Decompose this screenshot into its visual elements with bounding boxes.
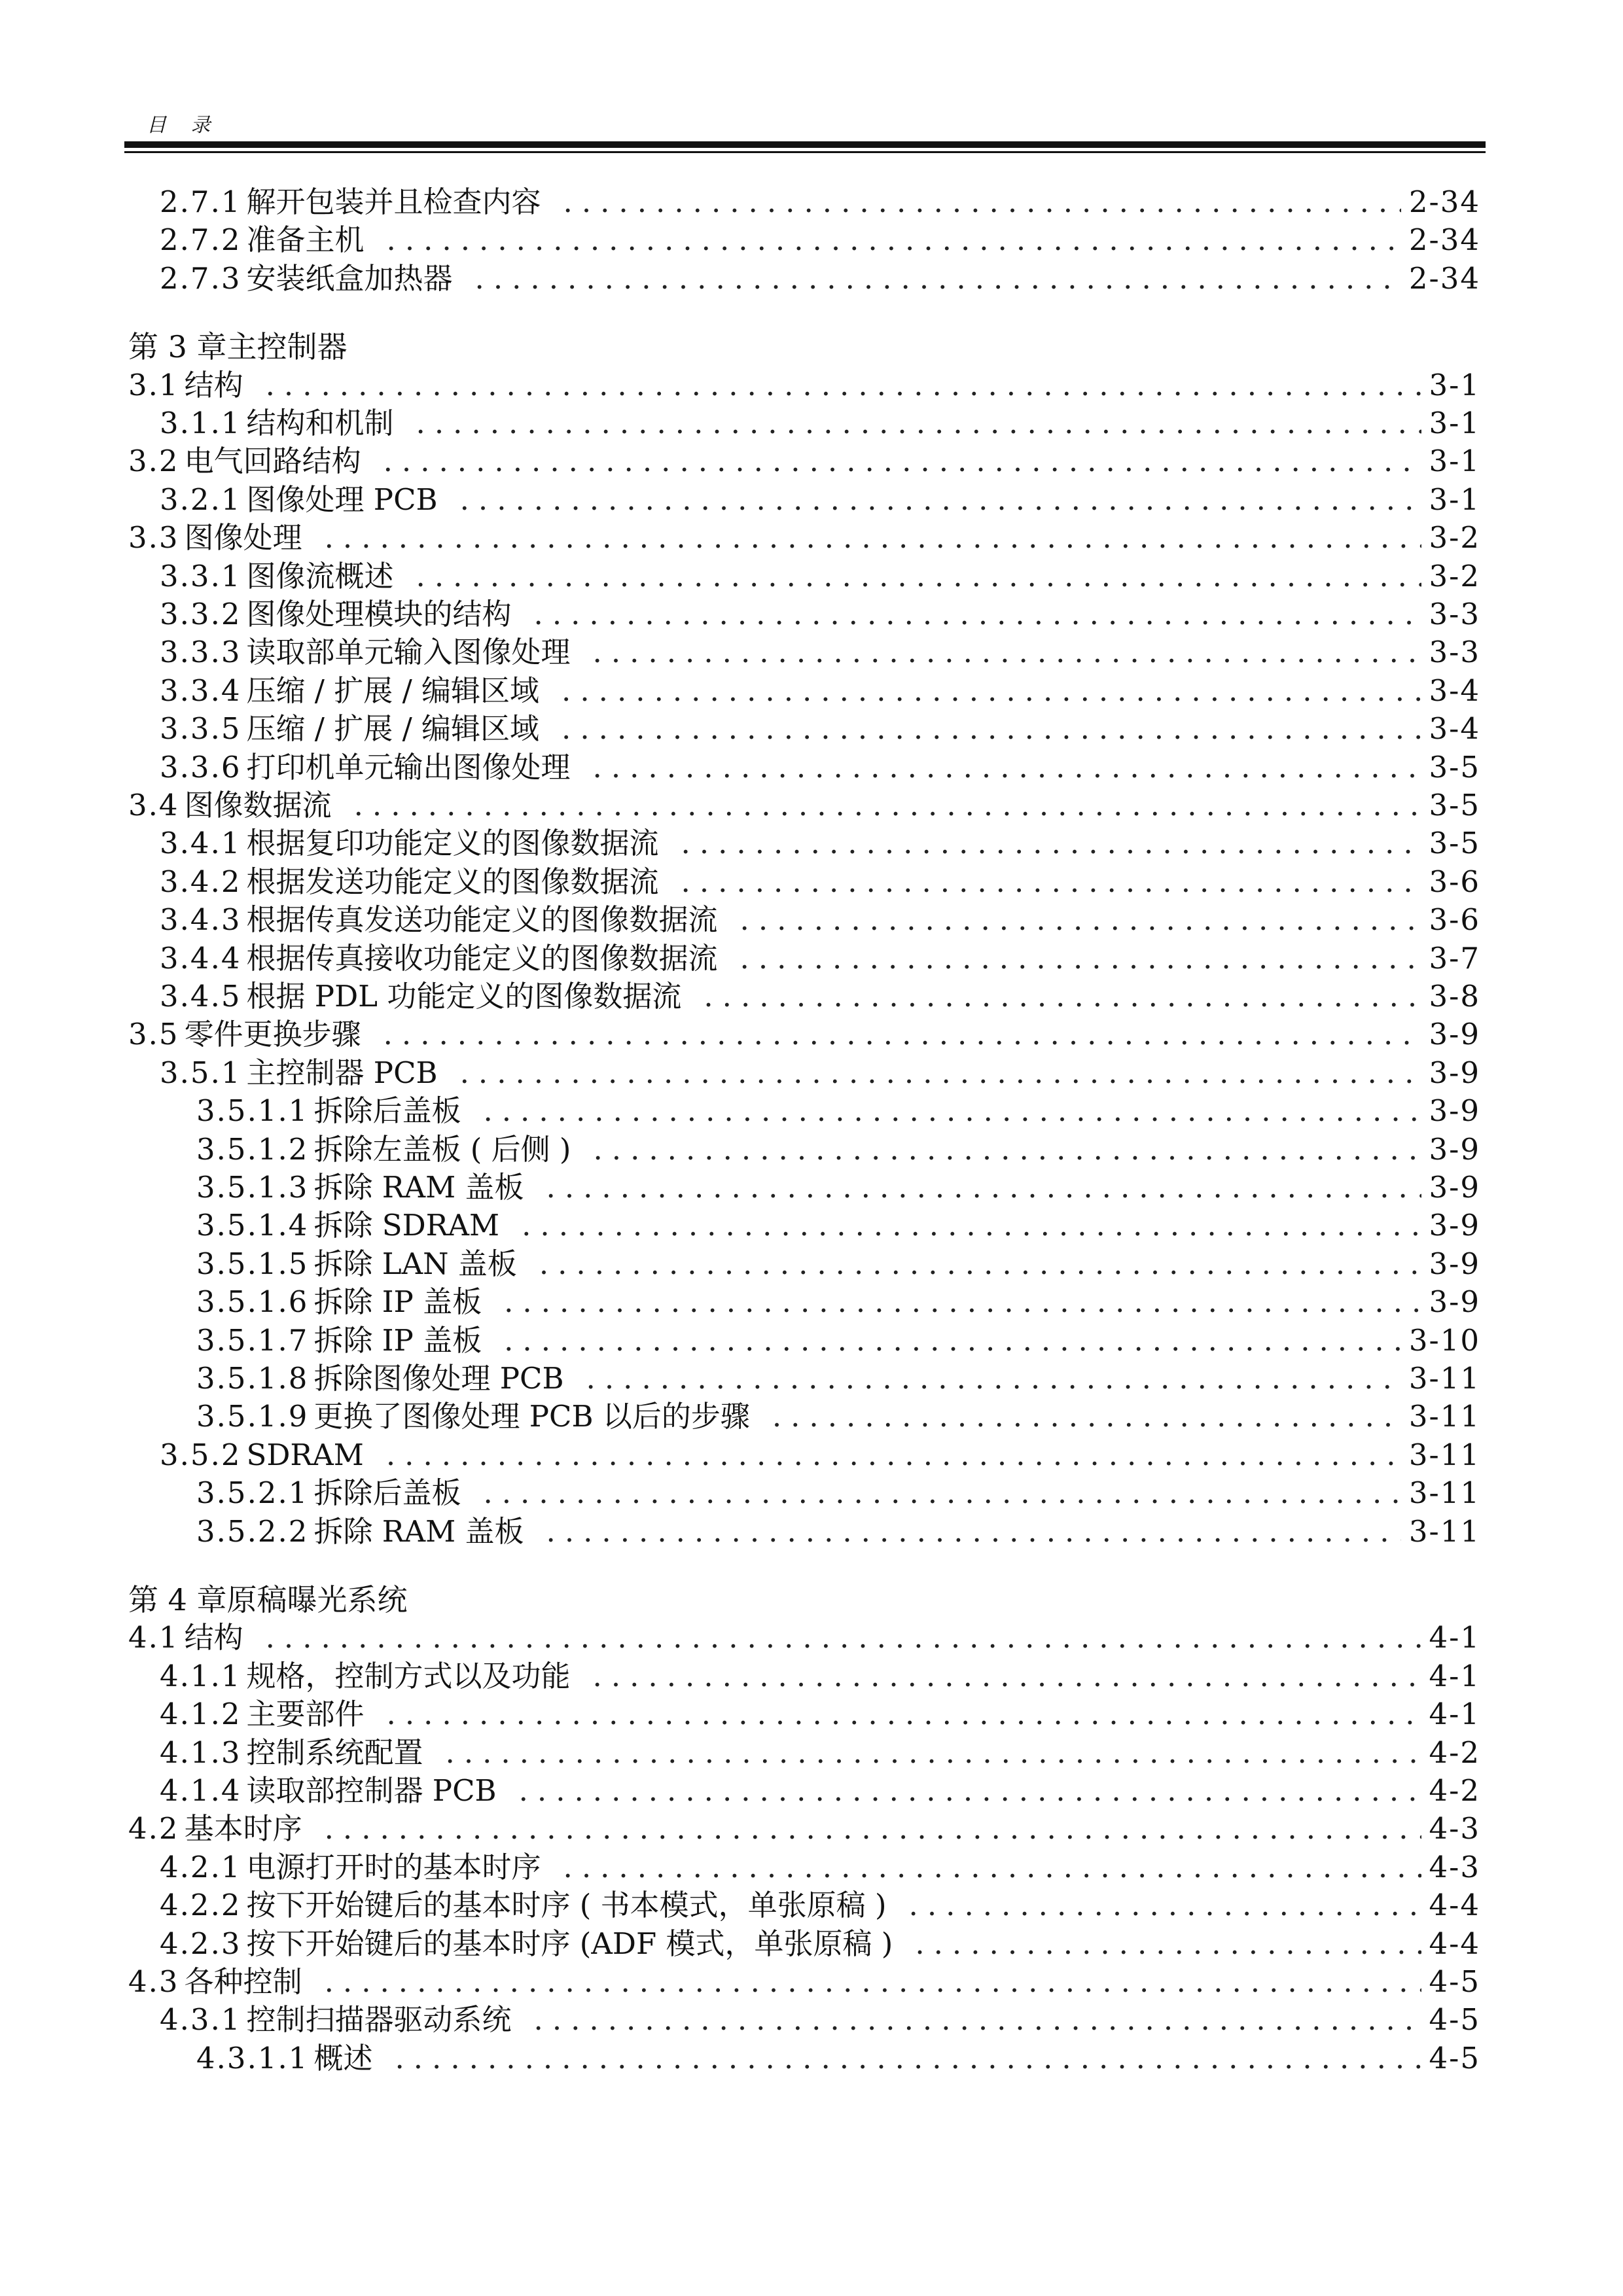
page-number: 3-2 [1429, 558, 1480, 593]
page-number: 3-7 [1429, 940, 1480, 976]
toc-entry [0, 633, 1623, 671]
page-number: 3-11 [1408, 1475, 1480, 1511]
toc-entry [0, 404, 1623, 442]
section-number: 4.1.3 [160, 1735, 241, 1770]
toc-entry [0, 978, 1623, 1016]
dot-leader [325, 1963, 1421, 2001]
page-number: 4-2 [1429, 1773, 1480, 1808]
toc-entry-row[interactable] [128, 786, 1480, 824]
dot-leader [681, 824, 1421, 862]
section-title: 拆除图像处理 PCB [313, 1361, 564, 1396]
section-title: 图像流概述 [246, 558, 394, 593]
toc-entry-row[interactable] [160, 710, 1480, 748]
section-title: 控制扫描器驱动系统 [246, 2002, 512, 2038]
section-title: 压缩 / 扩展 / 编辑区域 [246, 711, 540, 747]
toc-chapter-heading [0, 1581, 1623, 1619]
page-number: 4-1 [1429, 1697, 1480, 1732]
section-title: 按下开始键后的基本时序 (ADF 模式，单张原稿 ) [246, 1926, 893, 1961]
toc-entry [0, 1848, 1623, 1886]
page-number: 2-34 [1408, 260, 1480, 296]
toc-entry-row[interactable] [196, 1131, 1480, 1169]
toc-entry [0, 2040, 1623, 2077]
section-title: 准备主机 [246, 222, 365, 258]
section-title: 根据发送功能定义的图像数据流 [246, 864, 659, 899]
dot-leader [909, 1886, 1421, 1924]
dot-leader [386, 1436, 1401, 1474]
page-number: 3-5 [1429, 749, 1480, 785]
section-title: SDRAM [246, 1437, 364, 1472]
toc-entry-row[interactable] [196, 1245, 1480, 1283]
section-title: 拆除 IP 盖板 [313, 1284, 482, 1320]
section-title: 根据传真发送功能定义的图像数据流 [246, 902, 718, 938]
dot-leader [915, 1925, 1421, 1963]
page-number: 4-5 [1429, 2002, 1480, 2038]
dot-leader [681, 863, 1421, 901]
section-title: 规格，控制方式以及功能 [246, 1658, 571, 1693]
section-number: 3.4.2 [160, 864, 241, 899]
dot-leader [446, 1734, 1421, 1772]
dot-leader [704, 978, 1421, 1016]
toc-entry-row[interactable] [160, 940, 1480, 978]
page-number: 4-3 [1429, 1811, 1480, 1846]
toc-entry [0, 1963, 1623, 2001]
page-number: 3-5 [1429, 826, 1480, 861]
section-number: 4.1.4 [160, 1773, 241, 1808]
section-number: 3.3.6 [160, 749, 241, 785]
toc-entry-row[interactable] [160, 183, 1480, 221]
toc-entry [0, 2001, 1623, 2039]
section-number: 3.4.1 [160, 826, 241, 861]
toc-entry-row[interactable] [160, 978, 1480, 1016]
toc-entry-row[interactable] [128, 1963, 1480, 2001]
toc-entry [0, 1016, 1623, 1053]
toc-entry-row[interactable] [160, 633, 1480, 671]
section-title: 读取部控制器 PCB [246, 1773, 497, 1808]
section-number: 3.1.1 [160, 406, 241, 440]
page-number: 3-1 [1429, 444, 1480, 479]
toc-entry [0, 1513, 1623, 1551]
toc-entry-row[interactable] [196, 1322, 1480, 1360]
dot-leader [460, 1054, 1421, 1092]
toc-entry-row[interactable] [196, 2040, 1480, 2077]
toc-entry-row[interactable] [196, 1207, 1480, 1245]
section-number: 4.2 [128, 1811, 179, 1846]
section-title: 概述 [313, 2040, 373, 2075]
section-title: 基本时序 [184, 1811, 302, 1846]
dot-leader [593, 633, 1421, 671]
dot-leader [563, 1848, 1421, 1886]
dot-leader [354, 786, 1421, 824]
dot-leader [563, 183, 1401, 221]
section-number: 2.7.2 [160, 222, 241, 258]
dot-leader [416, 404, 1421, 442]
dot-leader [562, 710, 1421, 748]
dot-leader [383, 1016, 1421, 1053]
dot-leader [772, 1398, 1401, 1436]
toc-entry-row[interactable] [128, 1016, 1480, 1053]
section-title: 主要部件 [246, 1697, 365, 1732]
section-title: 主控制器 PCB [246, 1055, 438, 1090]
page-number: 3-9 [1429, 1170, 1480, 1205]
page-number: 3-6 [1429, 902, 1480, 938]
section-title: 拆除后盖板 [313, 1475, 461, 1511]
page-number: 3-11 [1408, 1437, 1480, 1472]
dot-leader [460, 481, 1421, 519]
page-number: 3-4 [1429, 673, 1480, 708]
dot-leader [740, 940, 1421, 978]
toc-entry [0, 442, 1623, 480]
toc-entry [0, 1322, 1623, 1360]
section-number: 3.5.2.2 [196, 1513, 309, 1549]
toc-entry-row[interactable] [160, 1925, 1480, 1963]
chapter-title: 第 3 章主控制器 [128, 329, 348, 365]
toc-entry-row[interactable] [160, 901, 1480, 939]
toc-entry [0, 1474, 1623, 1512]
toc-entry-row[interactable] [196, 1360, 1480, 1398]
toc-entry-row[interactable] [160, 221, 1480, 259]
toc-entry [0, 366, 1623, 404]
page-number: 3-9 [1429, 1017, 1480, 1052]
dot-leader [483, 1474, 1400, 1512]
section-title: 压缩 / 扩展 / 编辑区域 [246, 673, 540, 708]
toc-entry-row[interactable] [196, 1474, 1480, 1512]
section-number: 3.3.1 [160, 558, 241, 593]
toc-entry [0, 1169, 1623, 1207]
dot-leader [387, 221, 1401, 259]
section-title: 拆除左盖板 ( 后侧 ) [313, 1131, 571, 1167]
toc-entry-row[interactable] [160, 1734, 1480, 1772]
toc-entry [0, 1054, 1623, 1092]
section-title: 电源打开时的基本时序 [246, 1849, 541, 1884]
toc-entry-row[interactable] [160, 863, 1480, 901]
page-number: 3-9 [1429, 1208, 1480, 1243]
section-number: 3.4 [128, 788, 179, 822]
toc-entry [0, 1283, 1623, 1321]
section-title: 零件更换步骤 [184, 1017, 361, 1052]
toc-entry [0, 1886, 1623, 1924]
section-number: 3.5.1.6 [196, 1284, 309, 1320]
toc-entry [0, 940, 1623, 978]
page-number: 3-9 [1429, 1284, 1480, 1320]
section-title: 解开包装并且检查内容 [246, 185, 541, 219]
section-title: 拆除 LAN 盖板 [313, 1246, 517, 1281]
toc-entry-row[interactable] [160, 1054, 1480, 1092]
toc-entry [0, 1657, 1623, 1695]
toc-entry [0, 749, 1623, 786]
dot-leader [740, 901, 1421, 939]
dot-leader [325, 1810, 1421, 1848]
dot-leader [539, 1245, 1421, 1283]
toc-entry [0, 901, 1623, 939]
page-number: 4-4 [1429, 1926, 1480, 1961]
dot-leader [483, 1092, 1421, 1130]
toc-entry-row[interactable] [128, 1619, 1480, 1657]
toc-entry [0, 1734, 1623, 1772]
page-number: 2-34 [1408, 222, 1480, 258]
section-number: 2.7.1 [160, 185, 241, 219]
section-number: 3.4.3 [160, 902, 241, 938]
toc-entry [0, 710, 1623, 748]
page-number: 3-9 [1429, 1055, 1480, 1090]
page-number: 3-1 [1429, 406, 1480, 440]
toc-entry-row[interactable] [196, 1092, 1480, 1130]
section-number: 4.3 [128, 1964, 179, 1999]
toc-entry-row[interactable] [196, 1283, 1480, 1321]
page-number: 3-10 [1408, 1322, 1480, 1358]
dot-leader [593, 1657, 1421, 1695]
page-number: 3-4 [1429, 711, 1480, 747]
section-number: 3.3.4 [160, 673, 241, 708]
toc-entry-row[interactable] [128, 519, 1480, 557]
toc-entry-row[interactable] [128, 442, 1480, 480]
dot-leader [534, 2001, 1421, 2039]
section-number: 3.5.1.7 [196, 1322, 309, 1358]
dot-leader [387, 1695, 1421, 1733]
dot-leader [562, 672, 1421, 710]
page-number: 4-4 [1429, 1888, 1480, 1923]
section-title: 打印机单元输出图像处理 [246, 749, 571, 785]
dot-leader [416, 557, 1421, 595]
header-rule-thin [124, 151, 1486, 153]
dot-leader [593, 1131, 1421, 1169]
section-title: 各种控制 [184, 1964, 302, 1999]
section-title: 安装纸盒加热器 [246, 260, 453, 296]
toc-entry-row[interactable] [160, 749, 1480, 786]
page-number: 3-5 [1429, 788, 1480, 822]
section-number: 4.1 [128, 1620, 179, 1655]
section-number: 4.3.1.1 [196, 2040, 309, 2075]
toc-entry-row[interactable] [160, 1657, 1480, 1695]
toc-entry [0, 672, 1623, 710]
section-title: 拆除 RAM 盖板 [313, 1513, 524, 1549]
page-header-title: 目 录 [147, 114, 220, 137]
toc-entry [0, 1131, 1623, 1169]
toc-entry-row[interactable] [196, 1513, 1480, 1551]
section-title: 拆除 IP 盖板 [313, 1322, 482, 1358]
section-number: 3.5 [128, 1017, 179, 1052]
toc-entry [0, 1772, 1623, 1810]
section-title: 拆除 SDRAM [313, 1208, 500, 1243]
section-number: 3.1 [128, 367, 179, 402]
toc-entry [0, 595, 1623, 633]
toc-entry [0, 557, 1623, 595]
section-title: 图像处理模块的结构 [246, 597, 512, 631]
page-number: 4-3 [1429, 1849, 1480, 1884]
toc-entry [0, 221, 1623, 259]
section-number: 3.3 [128, 520, 179, 556]
section-number: 3.3.3 [160, 635, 241, 670]
toc-entry [0, 1810, 1623, 1848]
toc-entry [0, 786, 1623, 824]
toc-entry [0, 1398, 1623, 1436]
toc-entry [0, 1360, 1623, 1398]
page-number: 3-9 [1429, 1131, 1480, 1167]
page-number: 3-1 [1429, 367, 1480, 402]
toc-entry-row[interactable] [160, 595, 1480, 633]
section-title: 结构和机制 [246, 406, 394, 440]
section-title: 图像处理 [184, 520, 302, 556]
toc-entry-row[interactable] [160, 1436, 1480, 1474]
toc-entry [0, 1436, 1623, 1474]
dot-leader [504, 1283, 1421, 1321]
toc-entry [0, 1619, 1623, 1657]
dot-leader [534, 595, 1421, 633]
toc-entry-row[interactable] [160, 2001, 1480, 2039]
section-title: 图像数据流 [184, 788, 332, 822]
section-number: 3.2 [128, 444, 179, 479]
dot-leader [266, 1619, 1421, 1657]
section-number: 4.1.2 [160, 1697, 241, 1732]
section-title: 根据传真接收功能定义的图像数据流 [246, 940, 718, 976]
page-number: 3-11 [1408, 1361, 1480, 1396]
page-number: 3-2 [1429, 520, 1480, 556]
page-number: 4-5 [1429, 2040, 1480, 2075]
section-title: 更换了图像处理 PCB 以后的步骤 [313, 1399, 750, 1434]
section-number: 3.5.1 [160, 1055, 241, 1090]
toc-entry [0, 519, 1623, 557]
section-number: 3.5.1.3 [196, 1170, 309, 1205]
dot-leader [546, 1169, 1421, 1207]
toc-entry-row[interactable] [160, 1848, 1480, 1886]
section-number: 3.5.1.8 [196, 1361, 309, 1396]
section-title: 结构 [184, 1620, 243, 1655]
section-title: 拆除后盖板 [313, 1093, 461, 1129]
toc-entry [0, 1695, 1623, 1733]
section-title: 读取部单元输入图像处理 [246, 635, 571, 670]
dot-leader [504, 1322, 1401, 1360]
toc-entry [0, 260, 1623, 298]
toc-entry-row[interactable] [196, 1169, 1480, 1207]
toc-entry [0, 481, 1623, 519]
dot-leader [475, 260, 1401, 298]
page-number: 3-3 [1429, 597, 1480, 631]
page-number: 3-6 [1429, 864, 1480, 899]
section-title: 根据复印功能定义的图像数据流 [246, 826, 659, 861]
toc-entry-row[interactable] [160, 1886, 1480, 1924]
page-number: 4-1 [1429, 1658, 1480, 1693]
dot-leader [522, 1207, 1421, 1245]
page-number: 3-9 [1429, 1093, 1480, 1129]
section-number: 4.1.1 [160, 1658, 241, 1693]
section-title: 电气回路结构 [184, 444, 361, 479]
page-number: 3-11 [1408, 1399, 1480, 1434]
dot-leader [519, 1772, 1421, 1810]
section-number: 3.4.4 [160, 940, 241, 976]
toc-entry [0, 1245, 1623, 1283]
section-title: 根据 PDL 功能定义的图像数据流 [246, 979, 682, 1014]
toc-entry-row[interactable] [160, 672, 1480, 710]
dot-leader [383, 442, 1421, 480]
section-number: 3.5.1.5 [196, 1246, 309, 1281]
page-number: 4-2 [1429, 1735, 1480, 1770]
chapter-title: 第 4 章原稿曝光系统 [128, 1582, 408, 1617]
section-number: 3.5.1.9 [196, 1399, 309, 1434]
toc-entry-row[interactable] [160, 481, 1480, 519]
section-title: 控制系统配置 [246, 1735, 423, 1770]
section-number: 4.2.2 [160, 1888, 241, 1923]
toc-entry-row[interactable] [160, 260, 1480, 298]
dot-leader [395, 2040, 1421, 2077]
page-number: 3-11 [1408, 1513, 1480, 1549]
section-number: 2.7.3 [160, 260, 241, 296]
page-number: 3-3 [1429, 635, 1480, 670]
section-title: 拆除 RAM 盖板 [313, 1170, 524, 1205]
page-number: 4-1 [1429, 1620, 1480, 1655]
dot-leader [325, 519, 1421, 557]
page-number: 3-1 [1429, 482, 1480, 517]
section-number: 3.5.1.1 [196, 1093, 309, 1129]
toc-chapter-heading [0, 328, 1623, 366]
section-title: 结构 [184, 367, 243, 402]
section-number: 3.5.1.4 [196, 1208, 309, 1243]
dot-leader [593, 749, 1421, 786]
section-number: 4.3.1 [160, 2002, 241, 2038]
section-number: 3.4.5 [160, 979, 241, 1014]
toc-entry-row[interactable] [160, 824, 1480, 862]
toc-entry [0, 863, 1623, 901]
dot-leader [266, 366, 1421, 404]
toc-entry [0, 824, 1623, 862]
section-number: 4.2.1 [160, 1849, 241, 1884]
section-number: 3.2.1 [160, 482, 241, 517]
section-title: 按下开始键后的基本时序 ( 书本模式，单张原稿 ) [246, 1888, 887, 1923]
toc-entry-row[interactable] [128, 1810, 1480, 1848]
section-number: 3.3.2 [160, 597, 241, 631]
page-number: 3-9 [1429, 1246, 1480, 1281]
toc-entry-row[interactable] [160, 1772, 1480, 1810]
page-number: 3-8 [1429, 979, 1480, 1014]
section-number: 4.2.3 [160, 1926, 241, 1961]
dot-leader [586, 1360, 1401, 1398]
toc-entry [0, 1207, 1623, 1245]
section-number: 3.5.1.2 [196, 1131, 309, 1167]
dot-leader [546, 1513, 1401, 1551]
toc-entry-row[interactable] [160, 404, 1480, 442]
toc-entry [0, 1925, 1623, 1963]
page-number: 2-34 [1408, 185, 1480, 219]
toc-entry-row[interactable] [128, 366, 1480, 404]
toc-entry-row[interactable] [160, 557, 1480, 595]
toc-entry-row[interactable] [196, 1398, 1480, 1436]
toc-entry [0, 183, 1623, 221]
section-number: 3.5.2 [160, 1437, 241, 1472]
section-number: 3.3.5 [160, 711, 241, 747]
section-number: 3.5.2.1 [196, 1475, 309, 1511]
page-number: 4-5 [1429, 1964, 1480, 1999]
toc-entry [0, 1092, 1623, 1130]
toc-entry-row[interactable] [160, 1695, 1480, 1733]
header-rule-thick [124, 141, 1486, 148]
section-title: 图像处理 PCB [246, 482, 438, 517]
